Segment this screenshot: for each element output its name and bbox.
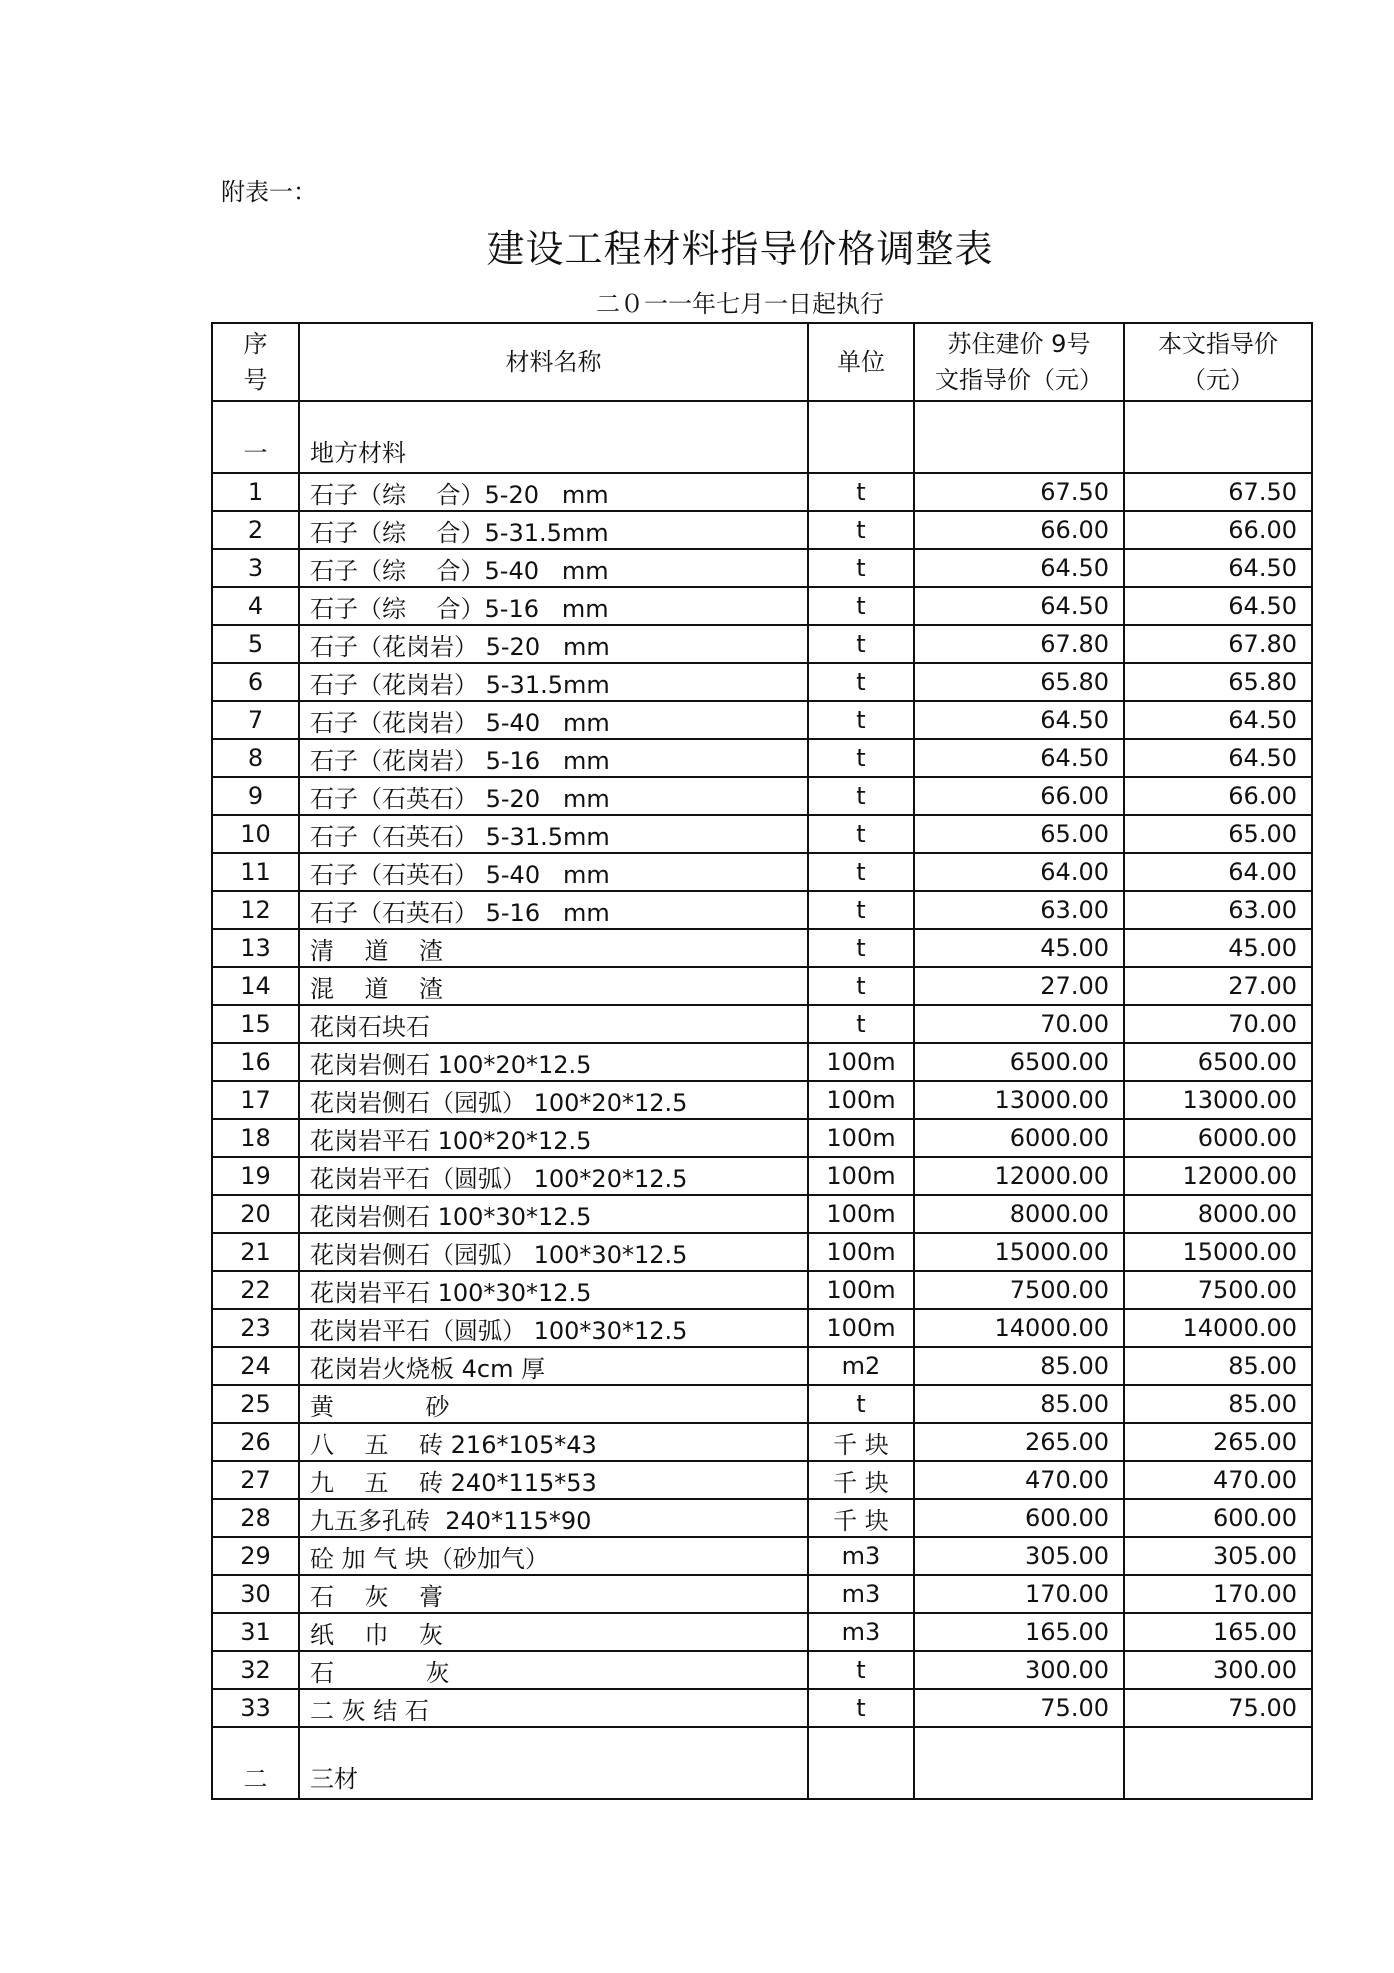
table-row <box>212 1651 1312 1689</box>
unit-cell: t <box>808 1005 914 1043</box>
unit-cell: t <box>808 663 914 701</box>
row-index: 5 <box>212 625 299 663</box>
header-old-price: 苏住建价 9号 文指导价（元） <box>914 323 1124 401</box>
unit-cell: 千 块 <box>808 1499 914 1537</box>
old-price-cell: 6500.00 <box>914 1043 1124 1081</box>
old-price-cell: 170.00 <box>914 1575 1124 1613</box>
table-row <box>212 1043 1312 1081</box>
new-price-cell <box>1124 401 1312 473</box>
old-price-cell: 7500.00 <box>914 1271 1124 1309</box>
table-row <box>212 1347 1312 1385</box>
old-price-cell: 12000.00 <box>914 1157 1124 1195</box>
row-index: 20 <box>212 1195 299 1233</box>
row-index: 9 <box>212 777 299 815</box>
old-price-cell <box>914 1727 1124 1799</box>
material-name: 花岗岩侧石 100*30*12.5 <box>299 1195 808 1233</box>
unit-cell: 100m <box>808 1195 914 1233</box>
table-row <box>212 625 1312 663</box>
row-index: 18 <box>212 1119 299 1157</box>
row-index: 33 <box>212 1689 299 1727</box>
old-price-cell: 70.00 <box>914 1005 1124 1043</box>
material-name: 混 道 渣 <box>299 967 808 1005</box>
old-price-cell: 67.80 <box>914 625 1124 663</box>
old-price-cell: 14000.00 <box>914 1309 1124 1347</box>
material-name: 石 灰 膏 <box>299 1575 808 1613</box>
material-name: 石子（花岗岩） 5-20 mm <box>299 625 808 663</box>
new-price-cell: 64.50 <box>1124 739 1312 777</box>
unit-cell: t <box>808 891 914 929</box>
old-price-cell: 63.00 <box>914 891 1124 929</box>
new-price-cell: 265.00 <box>1124 1423 1312 1461</box>
old-price-cell: 66.00 <box>914 777 1124 815</box>
old-price-cell: 64.00 <box>914 853 1124 891</box>
table-row <box>212 1461 1312 1499</box>
unit-cell: 100m <box>808 1309 914 1347</box>
header-index: 序 号 <box>212 323 299 401</box>
old-price-cell: 64.50 <box>914 739 1124 777</box>
new-price-cell: 64.50 <box>1124 587 1312 625</box>
unit-cell: t <box>808 1689 914 1727</box>
material-name: 石子（石英石） 5-16 mm <box>299 891 808 929</box>
page-title: 建设工程材料指导价格调整表 <box>486 227 994 271</box>
unit-cell: t <box>808 815 914 853</box>
old-price-cell: 305.00 <box>914 1537 1124 1575</box>
new-price-cell: 6000.00 <box>1124 1119 1312 1157</box>
unit-cell: t <box>808 1385 914 1423</box>
unit-cell: t <box>808 701 914 739</box>
material-name: 花岗岩火烧板 4cm 厚 <box>299 1347 808 1385</box>
old-price-cell: 6000.00 <box>914 1119 1124 1157</box>
new-price-cell: 8000.00 <box>1124 1195 1312 1233</box>
section-row <box>212 1727 1312 1799</box>
material-name: 花岗岩侧石（园弧） 100*20*12.5 <box>299 1081 808 1119</box>
new-price-cell: 470.00 <box>1124 1461 1312 1499</box>
material-name: 石子（石英石） 5-20 mm <box>299 777 808 815</box>
unit-cell: t <box>808 777 914 815</box>
new-price-cell: 85.00 <box>1124 1385 1312 1423</box>
row-index: 29 <box>212 1537 299 1575</box>
row-index: 28 <box>212 1499 299 1537</box>
unit-cell: 100m <box>808 1043 914 1081</box>
unit-cell: t <box>808 853 914 891</box>
material-name: 花岗岩平石 100*20*12.5 <box>299 1119 808 1157</box>
row-index: 10 <box>212 815 299 853</box>
unit-cell: t <box>808 625 914 663</box>
material-name: 八 五 砖 216*105*43 <box>299 1423 808 1461</box>
row-index: 22 <box>212 1271 299 1309</box>
table-row <box>212 1689 1312 1727</box>
new-price-cell <box>1124 1727 1312 1799</box>
new-price-cell: 300.00 <box>1124 1651 1312 1689</box>
row-index: 26 <box>212 1423 299 1461</box>
material-name: 石子（花岗岩） 5-40 mm <box>299 701 808 739</box>
new-price-cell: 66.00 <box>1124 511 1312 549</box>
new-price-cell: 64.00 <box>1124 853 1312 891</box>
row-index: 7 <box>212 701 299 739</box>
table-row <box>212 1613 1312 1651</box>
new-price-cell: 65.80 <box>1124 663 1312 701</box>
row-index: 23 <box>212 1309 299 1347</box>
row-index: 17 <box>212 1081 299 1119</box>
unit-cell: 100m <box>808 1233 914 1271</box>
unit-cell: t <box>808 967 914 1005</box>
row-index: 3 <box>212 549 299 587</box>
unit-cell: m2 <box>808 1347 914 1385</box>
unit-cell: t <box>808 473 914 511</box>
old-price-cell: 85.00 <box>914 1347 1124 1385</box>
table-row <box>212 815 1312 853</box>
new-price-cell: 27.00 <box>1124 967 1312 1005</box>
row-index: 6 <box>212 663 299 701</box>
new-price-cell: 12000.00 <box>1124 1157 1312 1195</box>
table-row <box>212 967 1312 1005</box>
new-price-cell: 15000.00 <box>1124 1233 1312 1271</box>
material-name: 清 道 渣 <box>299 929 808 967</box>
old-price-cell: 45.00 <box>914 929 1124 967</box>
material-name: 九 五 砖 240*115*53 <box>299 1461 808 1499</box>
table-row <box>212 853 1312 891</box>
table-row <box>212 1157 1312 1195</box>
old-price-cell: 64.50 <box>914 587 1124 625</box>
row-index: 13 <box>212 929 299 967</box>
unit-cell: 100m <box>808 1119 914 1157</box>
row-index: 14 <box>212 967 299 1005</box>
old-price-cell: 470.00 <box>914 1461 1124 1499</box>
row-index: 二 <box>212 1727 299 1799</box>
new-price-cell: 170.00 <box>1124 1575 1312 1613</box>
new-price-cell: 45.00 <box>1124 929 1312 967</box>
new-price-cell: 13000.00 <box>1124 1081 1312 1119</box>
material-name: 石子（花岗岩） 5-31.5mm <box>299 663 808 701</box>
material-name: 石子（石英石） 5-31.5mm <box>299 815 808 853</box>
new-price-cell: 75.00 <box>1124 1689 1312 1727</box>
row-index: 32 <box>212 1651 299 1689</box>
table-row <box>212 1499 1312 1537</box>
row-index: 25 <box>212 1385 299 1423</box>
unit-cell: m3 <box>808 1537 914 1575</box>
table-row <box>212 1537 1312 1575</box>
material-name: 石子（石英石） 5-40 mm <box>299 853 808 891</box>
material-name: 石子（综 合）5-20 mm <box>299 473 808 511</box>
header-new-price: 本文指导价 （元） <box>1124 323 1312 401</box>
unit-cell: t <box>808 511 914 549</box>
row-index: 11 <box>212 853 299 891</box>
old-price-cell: 64.50 <box>914 549 1124 587</box>
new-price-cell: 7500.00 <box>1124 1271 1312 1309</box>
table-row <box>212 1309 1312 1347</box>
table-row <box>212 701 1312 739</box>
material-name: 花岗岩平石（圆弧） 100*30*12.5 <box>299 1309 808 1347</box>
old-price-cell: 600.00 <box>914 1499 1124 1537</box>
material-name: 石子（综 合）5-40 mm <box>299 549 808 587</box>
row-index: 1 <box>212 473 299 511</box>
new-price-cell: 67.50 <box>1124 473 1312 511</box>
material-name: 石 灰 <box>299 1651 808 1689</box>
row-index: 19 <box>212 1157 299 1195</box>
table-row <box>212 891 1312 929</box>
material-name: 石子（综 合）5-31.5mm <box>299 511 808 549</box>
new-price-cell: 6500.00 <box>1124 1043 1312 1081</box>
new-price-cell: 600.00 <box>1124 1499 1312 1537</box>
material-name: 九五多孔砖 240*115*90 <box>299 1499 808 1537</box>
table-row <box>212 929 1312 967</box>
new-price-cell: 65.00 <box>1124 815 1312 853</box>
unit-cell: t <box>808 1651 914 1689</box>
old-price-cell: 15000.00 <box>914 1233 1124 1271</box>
header-name: 材料名称 <box>299 323 808 401</box>
table-row <box>212 1423 1312 1461</box>
row-index: 31 <box>212 1613 299 1651</box>
unit-cell: m3 <box>808 1613 914 1651</box>
table-row <box>212 1119 1312 1157</box>
table-row <box>212 1005 1312 1043</box>
old-price-cell: 66.00 <box>914 511 1124 549</box>
table-row <box>212 1575 1312 1613</box>
effective-date: 二０一一年七月一日起执行 <box>596 290 884 318</box>
unit-cell: 千 块 <box>808 1423 914 1461</box>
table-row <box>212 473 1312 511</box>
section-row <box>212 401 1312 473</box>
new-price-cell: 64.50 <box>1124 549 1312 587</box>
material-name: 石子（综 合）5-16 mm <box>299 587 808 625</box>
unit-cell: 100m <box>808 1157 914 1195</box>
material-name: 花岗岩平石 100*30*12.5 <box>299 1271 808 1309</box>
table-row <box>212 1081 1312 1119</box>
new-price-cell: 66.00 <box>1124 777 1312 815</box>
old-price-cell: 64.50 <box>914 701 1124 739</box>
new-price-cell: 67.80 <box>1124 625 1312 663</box>
old-price-cell: 85.00 <box>914 1385 1124 1423</box>
new-price-cell: 165.00 <box>1124 1613 1312 1651</box>
table-row <box>212 511 1312 549</box>
old-price-cell: 65.80 <box>914 663 1124 701</box>
old-price-cell: 265.00 <box>914 1423 1124 1461</box>
unit-cell: t <box>808 929 914 967</box>
row-index: 2 <box>212 511 299 549</box>
row-index: 21 <box>212 1233 299 1271</box>
row-index: 27 <box>212 1461 299 1499</box>
new-price-cell: 70.00 <box>1124 1005 1312 1043</box>
old-price-cell: 13000.00 <box>914 1081 1124 1119</box>
material-name: 砼 加 气 块（砂加气） <box>299 1537 808 1575</box>
new-price-cell: 14000.00 <box>1124 1309 1312 1347</box>
material-name: 石子（花岗岩） 5-16 mm <box>299 739 808 777</box>
material-name: 花岗岩平石（圆弧） 100*20*12.5 <box>299 1157 808 1195</box>
new-price-cell: 85.00 <box>1124 1347 1312 1385</box>
table-row <box>212 1385 1312 1423</box>
material-name: 纸 巾 灰 <box>299 1613 808 1651</box>
row-index: 16 <box>212 1043 299 1081</box>
material-name: 二 灰 结 石 <box>299 1689 808 1727</box>
table-row <box>212 739 1312 777</box>
unit-cell: 100m <box>808 1081 914 1119</box>
row-index: 30 <box>212 1575 299 1613</box>
unit-cell <box>808 401 914 473</box>
table-row <box>212 1271 1312 1309</box>
old-price-cell: 65.00 <box>914 815 1124 853</box>
unit-cell: t <box>808 549 914 587</box>
row-index: 24 <box>212 1347 299 1385</box>
material-name: 黄 砂 <box>299 1385 808 1423</box>
table-header-row <box>212 323 1312 401</box>
old-price-cell <box>914 401 1124 473</box>
unit-cell <box>808 1727 914 1799</box>
table-row <box>212 1195 1312 1233</box>
material-name: 花岗石块石 <box>299 1005 808 1043</box>
unit-cell: 千 块 <box>808 1461 914 1499</box>
unit-cell: m3 <box>808 1575 914 1613</box>
old-price-cell: 67.50 <box>914 473 1124 511</box>
row-index: 15 <box>212 1005 299 1043</box>
material-name: 三材 <box>299 1727 808 1799</box>
price-table <box>211 322 1313 1800</box>
unit-cell: t <box>808 587 914 625</box>
unit-cell: 100m <box>808 1271 914 1309</box>
header-unit: 单位 <box>808 323 914 401</box>
new-price-cell: 305.00 <box>1124 1537 1312 1575</box>
new-price-cell: 63.00 <box>1124 891 1312 929</box>
material-name: 花岗岩侧石 100*20*12.5 <box>299 1043 808 1081</box>
old-price-cell: 75.00 <box>914 1689 1124 1727</box>
table-row <box>212 663 1312 701</box>
row-index: 8 <box>212 739 299 777</box>
table-row <box>212 1233 1312 1271</box>
material-name: 地方材料 <box>299 401 808 473</box>
new-price-cell: 64.50 <box>1124 701 1312 739</box>
old-price-cell: 165.00 <box>914 1613 1124 1651</box>
table-row <box>212 777 1312 815</box>
row-index: 一 <box>212 401 299 473</box>
row-index: 12 <box>212 891 299 929</box>
old-price-cell: 27.00 <box>914 967 1124 1005</box>
unit-cell: t <box>808 739 914 777</box>
annex-label: 附表一： <box>221 178 317 206</box>
table-row <box>212 549 1312 587</box>
row-index: 4 <box>212 587 299 625</box>
table-row <box>212 587 1312 625</box>
material-name: 花岗岩侧石（园弧） 100*30*12.5 <box>299 1233 808 1271</box>
old-price-cell: 300.00 <box>914 1651 1124 1689</box>
old-price-cell: 8000.00 <box>914 1195 1124 1233</box>
